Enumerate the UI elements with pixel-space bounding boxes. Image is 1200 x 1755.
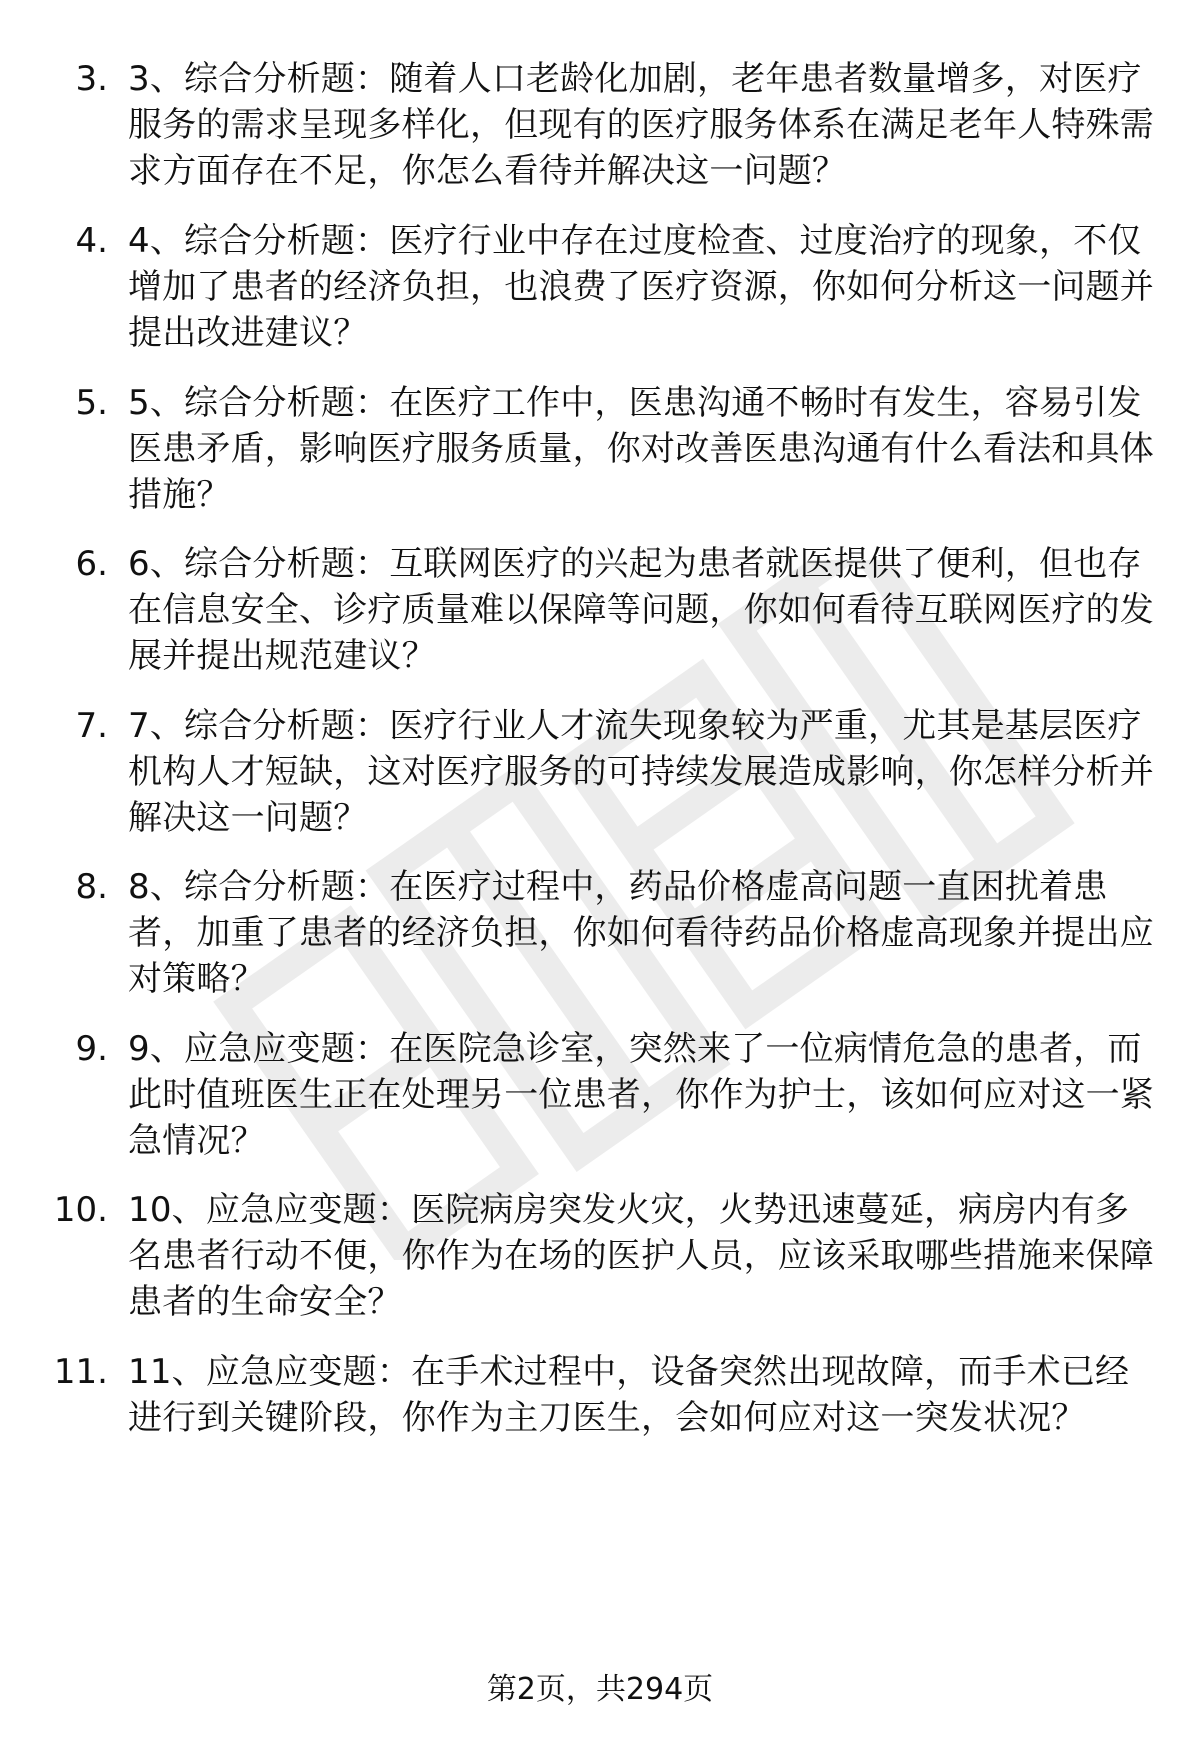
- item-number: 5.: [75, 383, 108, 423]
- item-number: 4.: [75, 221, 108, 261]
- item-number: 9.: [75, 1029, 108, 1069]
- item-number: 11.: [53, 1352, 108, 1392]
- page-number-footer: 第2页，共294页: [486, 1672, 714, 1707]
- item-number: 10.: [53, 1190, 108, 1230]
- item-text: 5、综合分析题：在医疗工作中，医患沟通不畅时有发生，容易引发医患矛盾，影响医疗服务质量，你对改善医患沟通有什么看法和具体措施？: [128, 383, 1154, 515]
- item-number: 3.: [75, 59, 108, 99]
- item-text: 4、综合分析题：医疗行业中存在过度检查、过度治疗的现象，不仅增加了患者的经济负担，也浪费了医疗资源，你如何分析这一问题并提出改进建议？: [128, 221, 1154, 353]
- item-text: 11、应急应变题：在手术过程中，设备突然出现故障，而手术已经进行到关键阶段，你作为主刀医生，会如何应对这一突发状况？: [128, 1352, 1130, 1438]
- item-text: 7、综合分析题：医疗行业人才流失现象较为严重，尤其是基层医疗机构人才短缺，这对医疗服务的可持续发展造成影响，你怎样分析并解决这一问题？: [128, 706, 1154, 838]
- item-number: 6.: [75, 544, 108, 584]
- item-text: 10、应急应变题：医院病房突发火灾，火势迅速蔓延，病房内有多名患者行动不便，你作为在场的医护人员，应该采取哪些措施来保障患者的生命安全？: [128, 1190, 1154, 1322]
- item-number: 7.: [75, 706, 108, 746]
- item-text: 8、综合分析题：在医疗过程中，药品价格虚高问题一直困扰着患者，加重了患者的经济负担，你如何看待药品价格虚高现象并提出应对策略？: [128, 867, 1154, 999]
- item-text: 6、综合分析题：互联网医疗的兴起为患者就医提供了便利，但也存在信息安全、诊疗质量难以保障等问题，你如何看待互联网医疗的发展并提出规范建议？: [128, 544, 1154, 676]
- item-text: 9、应急应变题：在医院急诊室，突然来了一位病情危急的患者，而此时值班医生正在处理另一位患者，你作为护士，该如何应对这一紧急情况？: [128, 1029, 1154, 1161]
- item-text: 3、综合分析题：随着人口老龄化加剧，老年患者数量增多，对医疗服务的需求呈现多样化，但现有的医疗服务体系在满足老年人特殊需求方面存在不足，你怎么看待并解决这一问题？: [128, 59, 1154, 191]
- item-number: 8.: [75, 867, 108, 907]
